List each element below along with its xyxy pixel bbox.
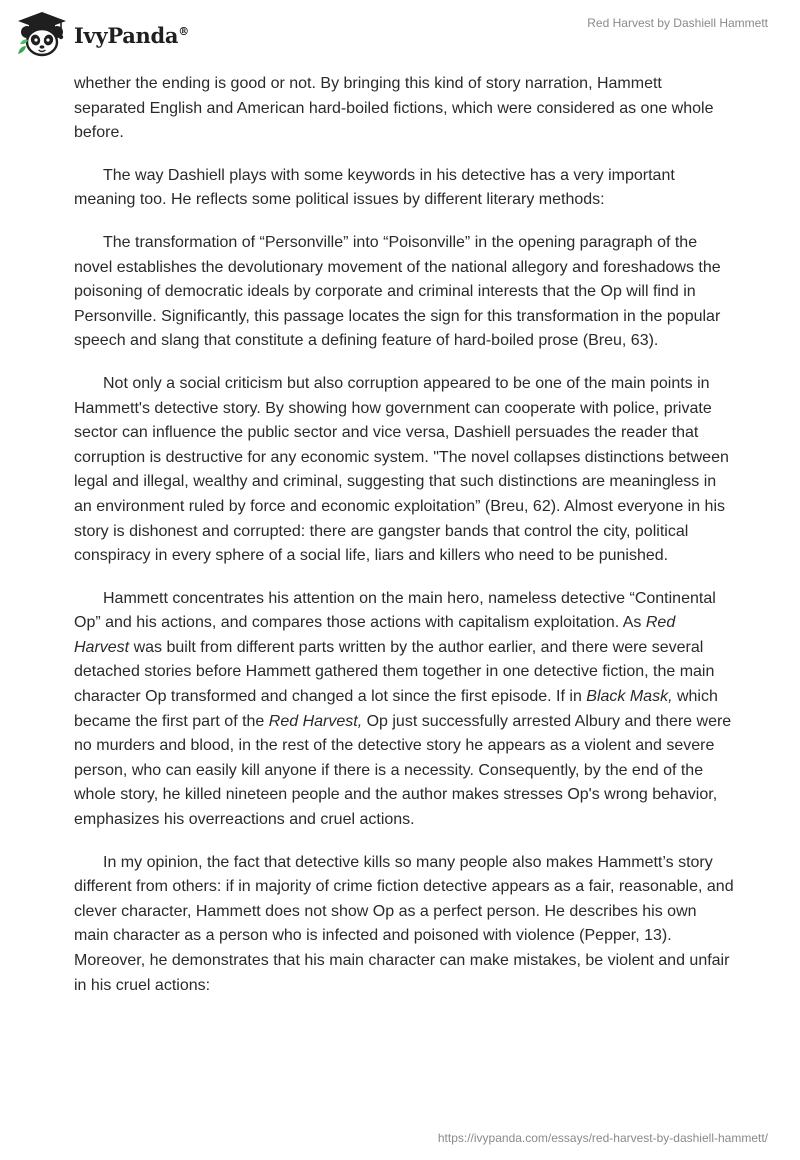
ivypanda-logo[interactable] [14, 10, 189, 58]
book-title-italic: Red Harvest [74, 614, 676, 656]
panda-graduate-icon [14, 10, 70, 58]
block-quote: The transformation of “Personville” into “Poisonville” in the opening paragraph of the novel establishes the devolutionary movement of the national allegory and foreshadows the poisoning of democratic ideals by corporate and criminal interests that the Op will find in Personville. Significantly, this passage locates the sign for this transformation in the popular speech and slang that constitute a defining feature of hard-boiled prose (Breu, 63). [74, 233, 721, 350]
book-title-italic: Red Harvest, [268, 712, 363, 730]
book-title-italic: Black Mask, [586, 688, 673, 706]
essay-body [74, 72, 734, 1016]
text-run: Hammett concentrates his attention on the main hero, nameless detective “Continental Op” and his actions, and compares those actions with capitalism exploitation. As [74, 589, 716, 632]
paragraph: The way Dashiell plays with some keywords in his detective has a very important meaning too. He reflects some political issues by different literary methods: [74, 166, 675, 209]
logo-wordmark: IvyPanda® [74, 22, 189, 48]
document-title: Red Harvest by Dashiell Hammett [587, 16, 768, 30]
text-run: was built from different parts written by the author earlier, and there were several detached stories before Hammett gathered them together in one detective fiction, the main character Op transformed and changed a lot since the first episode. If in [74, 638, 715, 706]
paragraph: In my opinion, the fact that detective kills so many people also makes Hammett’s story different from others: if in majority of crime fiction detective appears as a fair, reasonable, and clever character, Hammett does not show Op as a perfect person. He describes his own main character as a person who is infected and poisoned with violence (Pepper, 13). Moreover, he demonstrates that his main character can make mistakes, be violent and unfair in his cruel actions: [74, 853, 734, 994]
page-header [0, 0, 800, 68]
paragraph: Not only a social criticism but also corruption appeared to be one of the main points in Hammett's detective story. By showing how government can cooperate with police, private sector can influence the public sector and vice versa, Dashiell persuades the reader that corruption is destructive for any economic system. "The novel collapses distinctions between legal and illegal, wealthy and criminal, suggesting that such distinctions are meaningless in an environment ruled by force and economic exploitation” (Breu, 62). Almost everyone in his story is dishonest and corrupted: there are gangster bands that control the city, political conspiracy in every sphere of a social life, liars and killers who need to be punished. [74, 374, 729, 565]
source-url[interactable]: https://ivypanda.com/essays/red-harvest-by-dashiell-hammett/ [437, 1131, 768, 1145]
text-run: Op just successfully arrested Albury and there were no murders and blood, in the rest of the detective story he appears as a violent and severe person, who can easily kill anyone if there is a necessity. Consequently, by the end of the whole story, he killed nineteen people and the author makes stresses Op's wrong behavior, emphasizes his overreactions and cruel actions. [74, 712, 732, 829]
paragraph [74, 587, 734, 833]
paragraph-continued: whether the ending is good or not. By bringing this kind of story narration, Hammett separated English and American hard-boiled fictions, which were considered as one whole before. [74, 75, 714, 142]
registered-mark: ® [178, 24, 189, 38]
text-run: which became the first part of the [74, 688, 718, 730]
